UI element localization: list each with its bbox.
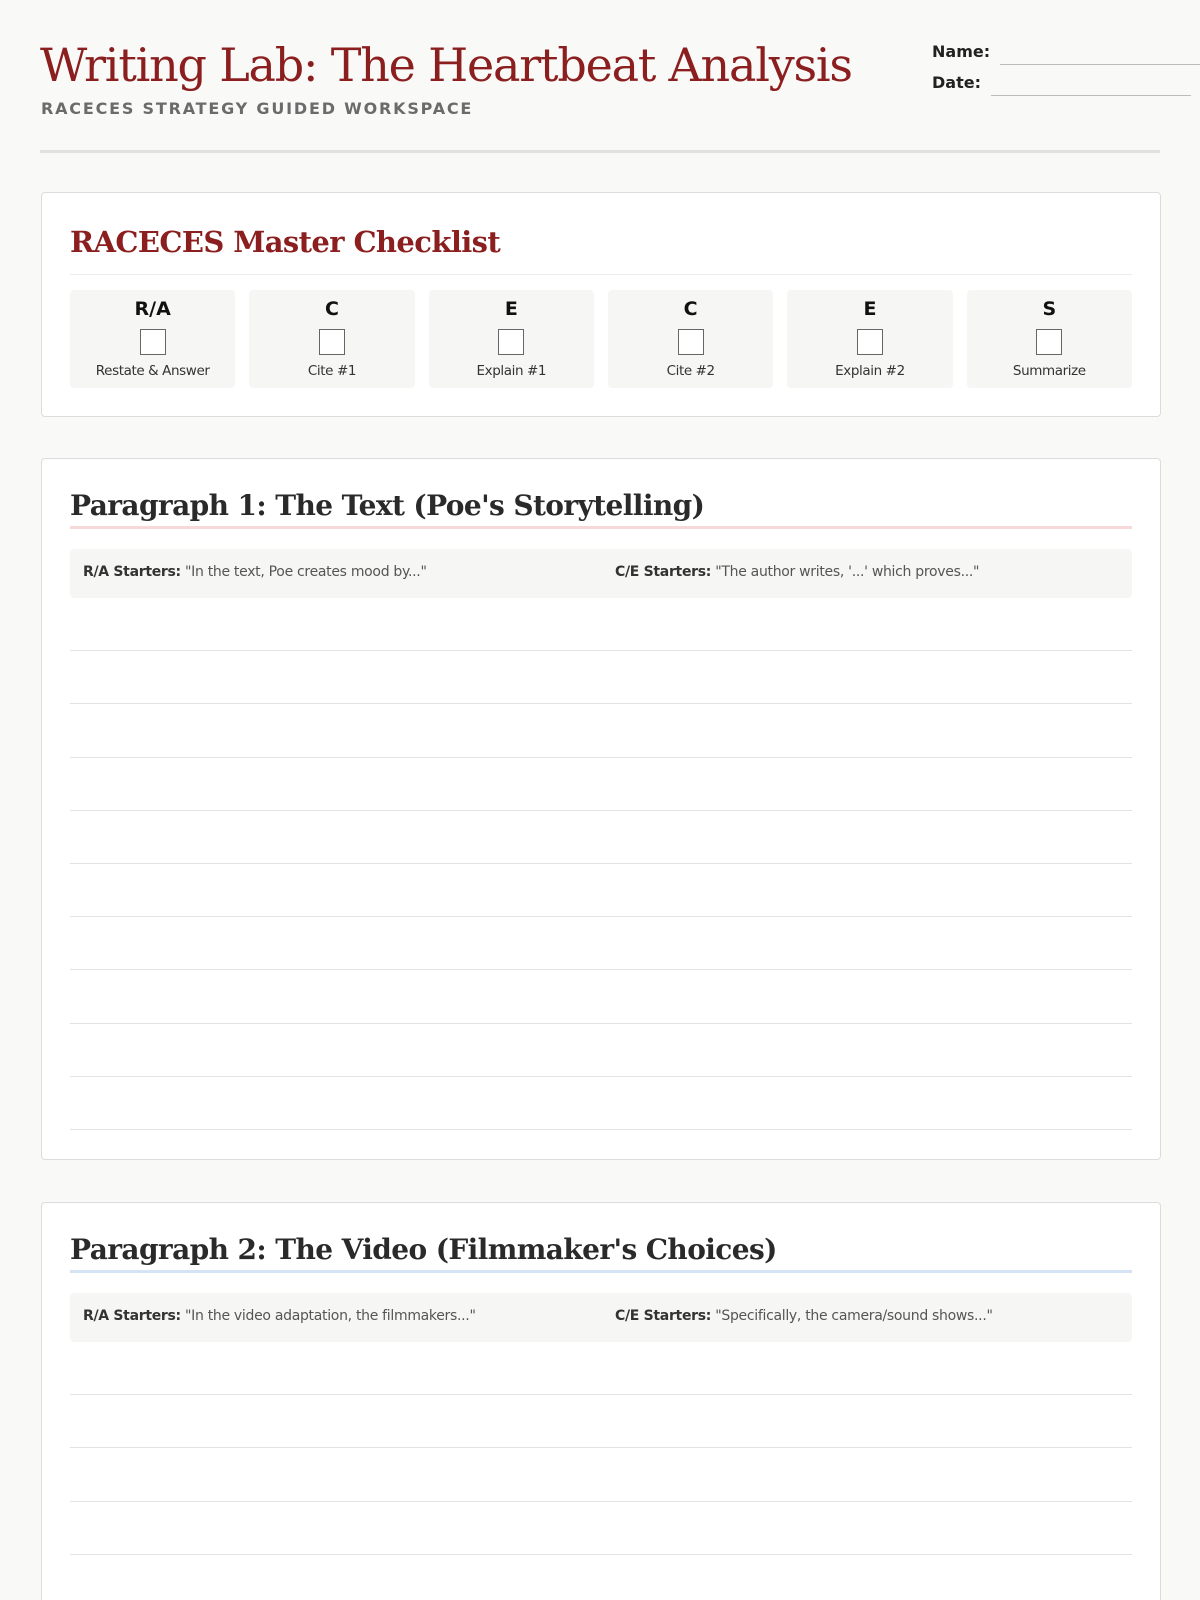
ce-starter [615,564,979,580]
writing-line[interactable] [70,598,1132,651]
writing-line[interactable] [70,1555,1132,1600]
step-label: Summarize [1012,363,1086,379]
writing-line[interactable] [70,758,1132,811]
ra-starter [83,1308,476,1324]
paragraph-1-underline [70,526,1132,529]
date-label: Date: [932,73,981,92]
ce-starter-label: C/E Starters: [615,1308,712,1324]
step-cite-2 [608,290,773,388]
date-row [932,71,1200,102]
page-subtitle: RACECES STRATEGY GUIDED WORKSPACE [41,99,474,118]
paragraph-1-writing-lines[interactable] [70,598,1132,1130]
name-row [932,40,1200,71]
paragraph-2-card [41,1202,1161,1600]
paragraph-1-title: Paragraph 1: The Text (Poe's Storytelling) [70,489,705,522]
step-explain-1 [429,290,594,388]
step-label: Explain #1 [476,363,547,379]
ce-starter [615,1308,993,1324]
paragraph-2-writing-lines[interactable] [70,1342,1132,1600]
step-letter: S [1042,298,1057,320]
ra-starter-text: "In the text, Poe creates mood by..." [185,564,427,580]
writing-line[interactable] [70,811,1132,864]
checklist-card [41,192,1161,417]
paragraph-1-card [41,458,1161,1160]
step-letter: R/A [134,298,171,320]
step-cite-1 [249,290,414,388]
step-letter: C [683,298,698,320]
ce-starter-text: "Specifically, the camera/sound shows..." [715,1308,993,1324]
name-label: Name: [932,42,991,61]
divider [70,274,1132,275]
ra-starter-label: R/A Starters: [83,1308,181,1324]
header [40,0,1160,153]
writing-line[interactable] [70,1395,1132,1448]
step-label: Cite #1 [307,363,357,379]
checklist-title: RACECES Master Checklist [70,225,501,259]
writing-line[interactable] [70,1448,1132,1501]
checklist-steps [70,290,1132,388]
ra-starter [83,564,427,580]
step-checkbox[interactable] [319,329,345,355]
writing-line[interactable] [70,651,1132,704]
step-restate-answer [70,290,235,388]
writing-line[interactable] [70,1077,1132,1130]
paragraph-2-title: Paragraph 2: The Video (Filmmaker's Choices) [70,1233,777,1266]
step-label: Restate & Answer [95,363,210,379]
step-label: Explain #2 [835,363,905,379]
step-letter: E [504,298,518,320]
ra-starter-label: R/A Starters: [83,564,181,580]
step-explain-2 [787,290,952,388]
paragraph-1-starters [70,549,1132,598]
ce-starter-label: C/E Starters: [615,564,712,580]
step-summarize [967,290,1132,388]
paragraph-2-underline [70,1270,1132,1273]
writing-line[interactable] [70,864,1132,917]
name-field[interactable] [1000,64,1200,65]
ra-starter-text: "In the video adaptation, the filmmakers..." [185,1308,476,1324]
step-letter: C [325,298,339,320]
writing-line[interactable] [70,704,1132,757]
step-checkbox[interactable] [140,329,166,355]
writing-line[interactable] [70,1024,1132,1077]
step-checkbox[interactable] [857,329,883,355]
writing-line[interactable] [70,970,1132,1023]
writing-line[interactable] [70,917,1132,970]
date-field[interactable] [991,95,1191,96]
step-checkbox[interactable] [678,329,704,355]
writing-line[interactable] [70,1342,1132,1395]
step-label: Cite #2 [666,363,715,379]
student-info [932,40,1200,102]
step-checkbox[interactable] [498,329,524,355]
paragraph-2-starters [70,1293,1132,1342]
writing-line[interactable] [70,1502,1132,1555]
page-title: Writing Lab: The Heartbeat Analysis [40,38,852,92]
step-letter: E [863,298,877,320]
ce-starter-text: "The author writes, '...' which proves..." [715,564,980,580]
step-checkbox[interactable] [1036,329,1062,355]
